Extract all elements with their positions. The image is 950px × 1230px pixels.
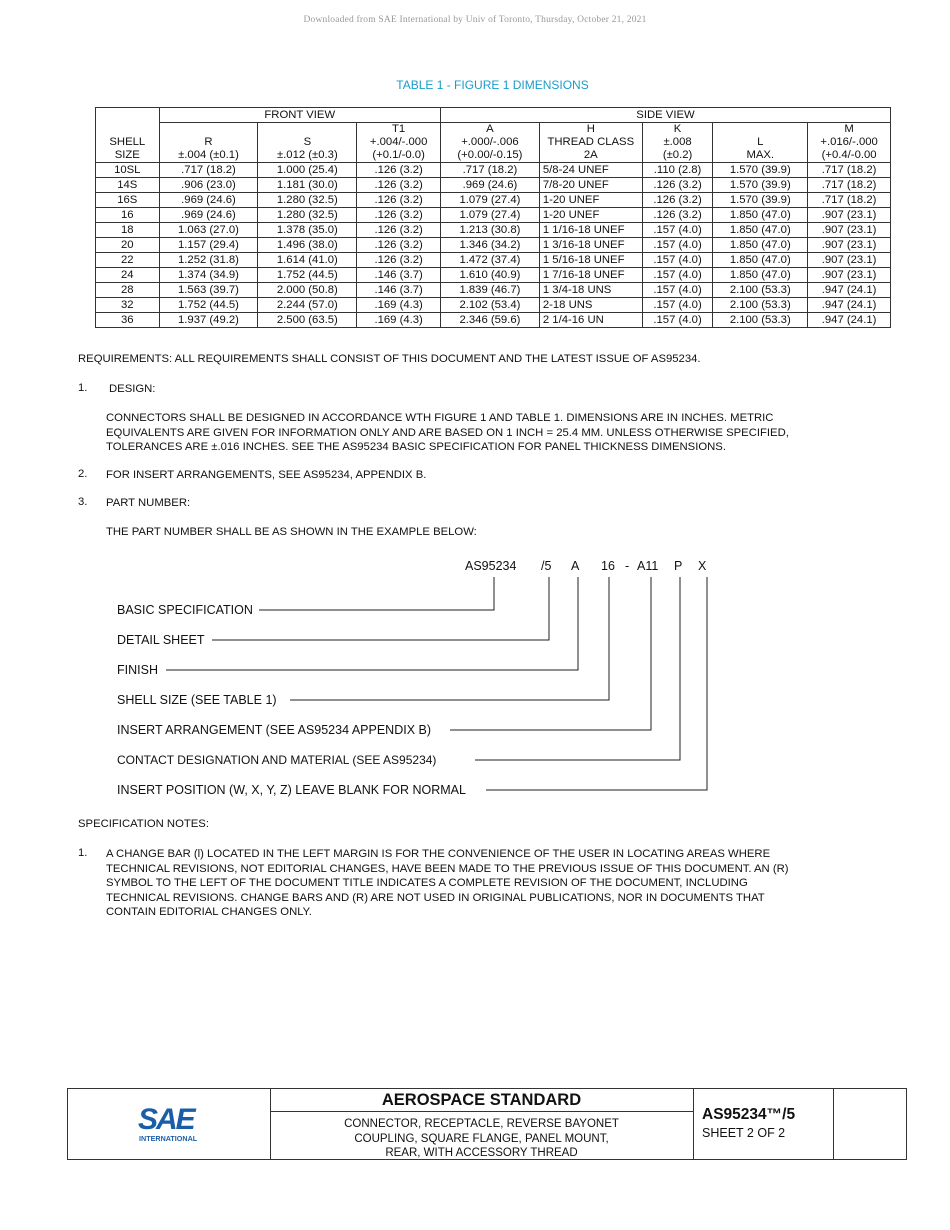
column-header-line: K [673, 123, 682, 135]
section-1-title: DESIGN: [109, 383, 156, 395]
pn-code-basic: AS95234 [465, 559, 517, 573]
description-line-2: COUPLING, SQUARE FLANGE, PANEL MOUNT, [354, 1132, 609, 1145]
table-cell: 1.181 (30.0) [258, 178, 357, 193]
column-header-line: (+0.4/-0.00 [821, 149, 877, 161]
column-header-line: (+0.00/-0.15) [457, 149, 523, 161]
table-cell: 1.563 (39.7) [159, 283, 258, 298]
table-cell: .157 (4.0) [642, 283, 713, 298]
document-type: AEROSPACE STANDARD [381, 1091, 582, 1109]
svg-text:INTERNATIONAL: INTERNATIONAL [139, 1134, 198, 1143]
table-cell: .906 (23.0) [159, 178, 258, 193]
table-cell: 1.850 (47.0) [713, 238, 808, 253]
pn-code-contact: P [674, 559, 683, 573]
logo-cell [68, 1089, 271, 1159]
leader-line-finish [166, 577, 578, 670]
table-cell: 1.346 (34.2) [441, 238, 540, 253]
table-cell: .717 (18.2) [441, 163, 540, 178]
column-header-line: +.004/-.000 [369, 136, 428, 148]
column-header-line: (±0.2) [662, 149, 693, 161]
pn-label-detail-sheet: DETAIL SHEET [117, 633, 205, 647]
table-cell: 1.496 (38.0) [258, 238, 357, 253]
table-cell: .717 (18.2) [808, 193, 891, 208]
table-cell: .907 (23.1) [808, 238, 891, 253]
column-header-line: H [586, 123, 595, 135]
description-line-3: REAR, WITH ACCESSORY THREAD [385, 1147, 578, 1159]
table-cell: 1.937 (49.2) [159, 313, 258, 328]
column-header-line: +.016/-.000 [820, 136, 878, 148]
spec-note-1-line-1: A CHANGE BAR (l) LOCATED IN THE LEFT MARGIN IS FOR THE CONVENIENCE OF THE USER IN LOCATING AREAS WHERE [106, 848, 771, 860]
section-2-text: FOR INSERT ARRANGEMENTS, SEE AS95234, APPENDIX B. [106, 469, 427, 481]
table-cell: .907 (23.1) [808, 268, 891, 283]
pn-code-detail: /5 [541, 559, 552, 573]
table-cell: 1 1/16-18 UNEF [539, 223, 642, 238]
table-cell: 1 5/16-18 UNEF [539, 253, 642, 268]
column-header-line: SIZE [114, 149, 140, 161]
pn-code-dash: - [625, 559, 630, 573]
column-header-line: SHELL [109, 136, 146, 148]
table-cell: 2.346 (59.6) [441, 313, 540, 328]
section-2-number: 2. [78, 468, 88, 480]
table-cell: 1.378 (35.0) [258, 223, 357, 238]
section-3-title: PART NUMBER: [106, 497, 191, 509]
spec-note-1-line-4: TECHNICAL REVISIONS. CHANGE BARS AND (R) ARE NOT USED IN ORIGINAL PUBLICATIONS, NOR IN DOCUMENTS THAT [106, 891, 765, 904]
table-cell: 1 7/16-18 UNEF [539, 268, 642, 283]
column-header-line: L [757, 136, 764, 148]
table-cell: 1.850 (47.0) [713, 223, 808, 238]
table-cell: 7/8-20 UNEF [539, 178, 642, 193]
table-cell: 16S [96, 193, 160, 208]
title-cell [270, 1089, 694, 1159]
table-cell: .969 (24.6) [159, 193, 258, 208]
section-1-line-1: CONNECTORS SHALL BE DESIGNED IN ACCORDANCE WTH FIGURE 1 AND TABLE 1. DIMENSIONS ARE IN INCHES. METRIC [106, 412, 774, 424]
table-cell: .157 (4.0) [642, 223, 713, 238]
table-cell: 1.079 (27.4) [441, 208, 540, 223]
table-cell: .126 (3.2) [357, 193, 441, 208]
table-cell: 2 1/4-16 UN [539, 313, 642, 328]
table-cell: .157 (4.0) [642, 268, 713, 283]
leader-line-insert-arrangement [450, 577, 651, 730]
table-cell: .126 (3.2) [642, 178, 713, 193]
column-header-line: ±.012 (±0.3) [276, 149, 338, 161]
table-cell: 1.280 (32.5) [258, 208, 357, 223]
group-side-view: SIDE VIEW [441, 108, 891, 123]
pn-label-insert-position: INSERT POSITION (W, X, Y, Z) LEAVE BLANK FOR NORMAL [117, 783, 466, 797]
table-cell: .969 (24.6) [159, 208, 258, 223]
table-cell: 1.570 (39.9) [713, 163, 808, 178]
leader-line-shell-size [290, 577, 609, 700]
table-cell: 22 [96, 253, 160, 268]
table-cell: 1.839 (46.7) [441, 283, 540, 298]
table-cell: 2.500 (63.5) [258, 313, 357, 328]
table-cell: 1-20 UNEF [539, 193, 642, 208]
table-cell: 1.000 (25.4) [258, 163, 357, 178]
column-header-line: MAX. [746, 149, 775, 161]
table-cell: .717 (18.2) [808, 178, 891, 193]
svg-text:SAE: SAE [138, 1103, 194, 1136]
table-cell: 28 [96, 283, 160, 298]
table-cell: 1.850 (47.0) [713, 268, 808, 283]
table-cell: 10SL [96, 163, 160, 178]
spec-notes-title: SPECIFICATION NOTES: [78, 818, 209, 830]
leader-line-insert-position [486, 577, 707, 790]
table-cell: .947 (24.1) [808, 298, 891, 313]
table-cell: 1.472 (37.4) [441, 253, 540, 268]
table-cell: 20 [96, 238, 160, 253]
table-cell: .157 (4.0) [642, 253, 713, 268]
sae-logo [138, 1101, 208, 1145]
pn-code-insert: A11 [637, 559, 659, 573]
spec-note-1-line-3: SYMBOL TO THE LEFT OF THE DOCUMENT TITLE INDICATES A COMPLETE REVISION OF THE DOCUMENT, INCLUDING [106, 877, 748, 889]
download-notice: Downloaded from SAE International by Univ of Toronto, Thursday, October 21, 2021 [303, 15, 647, 25]
column-header-line: A [486, 123, 494, 135]
pn-code-position: X [698, 559, 707, 573]
pn-code-shell: 16 [601, 559, 615, 573]
table-cell: .126 (3.2) [642, 193, 713, 208]
pn-code-finish: A [571, 559, 580, 573]
section-1-line-2: EQUIVALENTS ARE GIVEN FOR INFORMATION ONLY AND ARE BASED ON 1 INCH = 25.4 MM. UNLESS OTHERWISE SPECIFIED, [106, 426, 789, 439]
table-cell: 1.614 (41.0) [258, 253, 357, 268]
pn-label-contact-designation: CONTACT DESIGNATION AND MATERIAL (SEE AS95234) [117, 753, 437, 767]
table-cell: 1.752 (44.5) [159, 298, 258, 313]
table-cell: .907 (23.1) [808, 253, 891, 268]
table-cell: .126 (3.2) [357, 223, 441, 238]
table-cell: 1.570 (39.9) [713, 178, 808, 193]
pn-label-finish: FINISH [117, 663, 158, 677]
pn-label-basic-spec: BASIC SPECIFICATION [117, 603, 253, 617]
spec-note-1-line-5: CONTAIN EDITORIAL CHANGES ONLY. [106, 906, 312, 918]
table-cell: 2.102 (53.4) [441, 298, 540, 313]
table-cell: 2.100 (53.3) [713, 283, 808, 298]
table-cell: 24 [96, 268, 160, 283]
table-cell: 36 [96, 313, 160, 328]
table-cell: 2.244 (57.0) [258, 298, 357, 313]
table-title: TABLE 1 - FIGURE 1 DIMENSIONS [396, 78, 589, 92]
table-cell: .947 (24.1) [808, 313, 891, 328]
column-header-line: +.000/-.006 [461, 136, 519, 148]
table-cell: 1-20 UNEF [539, 208, 642, 223]
table-cell: 2.000 (50.8) [258, 283, 357, 298]
table-cell: .717 (18.2) [808, 163, 891, 178]
table-cell: 1.280 (32.5) [258, 193, 357, 208]
table-cell: .126 (3.2) [357, 253, 441, 268]
table-cell: 1.063 (27.0) [159, 223, 258, 238]
table-cell: .157 (4.0) [642, 313, 713, 328]
sheet-number: SHEET 2 OF 2 [702, 1126, 786, 1140]
table-cell: 2.100 (53.3) [713, 313, 808, 328]
table-cell: 1 3/16-18 UNEF [539, 238, 642, 253]
table-cell: 1.213 (30.8) [441, 223, 540, 238]
column-header-line: 2A [583, 149, 598, 161]
table-cell: 1.850 (47.0) [713, 253, 808, 268]
table-cell: .110 (2.8) [642, 163, 713, 178]
table-cell: 14S [96, 178, 160, 193]
pn-label-insert-arrangement: INSERT ARRANGEMENT (SEE AS95234 APPENDIX B) [117, 723, 432, 737]
document-number: AS95234™/5 [702, 1106, 796, 1123]
title-block [67, 1088, 907, 1160]
table-cell: .126 (3.2) [357, 208, 441, 223]
table-cell: 1.570 (39.9) [713, 193, 808, 208]
table-cell: .717 (18.2) [159, 163, 258, 178]
table-cell: 18 [96, 223, 160, 238]
table-cell: .126 (3.2) [357, 178, 441, 193]
table-cell: .157 (4.0) [642, 298, 713, 313]
description-line-1: CONNECTOR, RECEPTACLE, REVERSE BAYONET [344, 1118, 619, 1130]
section-1-line-3: TOLERANCES ARE ±.016 INCHES. SEE THE AS95234 BASIC SPECIFICATION FOR PANEL THICKNESS DIMENSIONS. [106, 441, 726, 453]
column-header-line: S [303, 136, 312, 148]
column-header-line: T1 [392, 123, 406, 135]
spec-note-1-number: 1. [78, 847, 88, 859]
pn-label-shell-size: SHELL SIZE (SEE TABLE 1) [117, 693, 277, 707]
table-cell: .907 (23.1) [808, 208, 891, 223]
table-cell: .169 (4.3) [357, 298, 441, 313]
table-cell: .947 (24.1) [808, 283, 891, 298]
column-header-line: ±.008 [663, 136, 692, 148]
section-3-number: 3. [78, 496, 88, 508]
document-number-cell [694, 1089, 834, 1159]
leader-line-detail-sheet [212, 577, 549, 640]
section-3-text: THE PART NUMBER SHALL BE AS SHOWN IN THE EXAMPLE BELOW: [106, 526, 477, 538]
table-cell: .126 (3.2) [357, 238, 441, 253]
table-cell: 1.752 (44.5) [258, 268, 357, 283]
column-header-line: THREAD CLASS [547, 136, 635, 148]
leader-line-basic-spec [259, 577, 494, 610]
section-1-number: 1. [78, 382, 88, 394]
table-cell: .969 (24.6) [441, 178, 540, 193]
table-cell: 1.079 (27.4) [441, 193, 540, 208]
column-header-line: M [844, 123, 854, 135]
table-cell: .126 (3.2) [642, 208, 713, 223]
table-cell: 1.252 (31.8) [159, 253, 258, 268]
title-separator [270, 1111, 693, 1112]
table-cell: .146 (3.7) [357, 268, 441, 283]
requirements-text: REQUIREMENTS: ALL REQUIREMENTS SHALL CONSIST OF THIS DOCUMENT AND THE LATEST ISSUE OF AS95234. [78, 353, 701, 365]
table-cell: 1.157 (29.4) [159, 238, 258, 253]
document-description [270, 1117, 693, 1161]
table-cell: 2-18 UNS [539, 298, 642, 313]
table-cell: 1 3/4-18 UNS [539, 283, 642, 298]
table-cell: 1.610 (40.9) [441, 268, 540, 283]
table-cell: .157 (4.0) [642, 238, 713, 253]
revision-cell [834, 1089, 906, 1159]
table-cell: 1.850 (47.0) [713, 208, 808, 223]
table-cell: 2.100 (53.3) [713, 298, 808, 313]
table-cell: 5/8-24 UNEF [539, 163, 642, 178]
table-cell: 1.374 (34.9) [159, 268, 258, 283]
group-front-view: FRONT VIEW [159, 108, 440, 123]
column-header-line: (+0.1/-0.0) [372, 149, 425, 161]
spec-note-1-line-2: TECHNICAL REVISIONS, NOT EDITORIAL CHANGES, HAVE BEEN MADE TO THE PREVIOUS ISSUE OF THIS DOCUMENT. AN (R) [106, 862, 789, 875]
column-header-line: R [204, 136, 213, 148]
table-cell: .169 (4.3) [357, 313, 441, 328]
column-header-line: ±.004 (±0.1) [178, 149, 239, 161]
table-cell: 32 [96, 298, 160, 313]
table-cell: .146 (3.7) [357, 283, 441, 298]
table-cell: 16 [96, 208, 160, 223]
table-cell: .126 (3.2) [357, 163, 441, 178]
table-cell: .907 (23.1) [808, 223, 891, 238]
